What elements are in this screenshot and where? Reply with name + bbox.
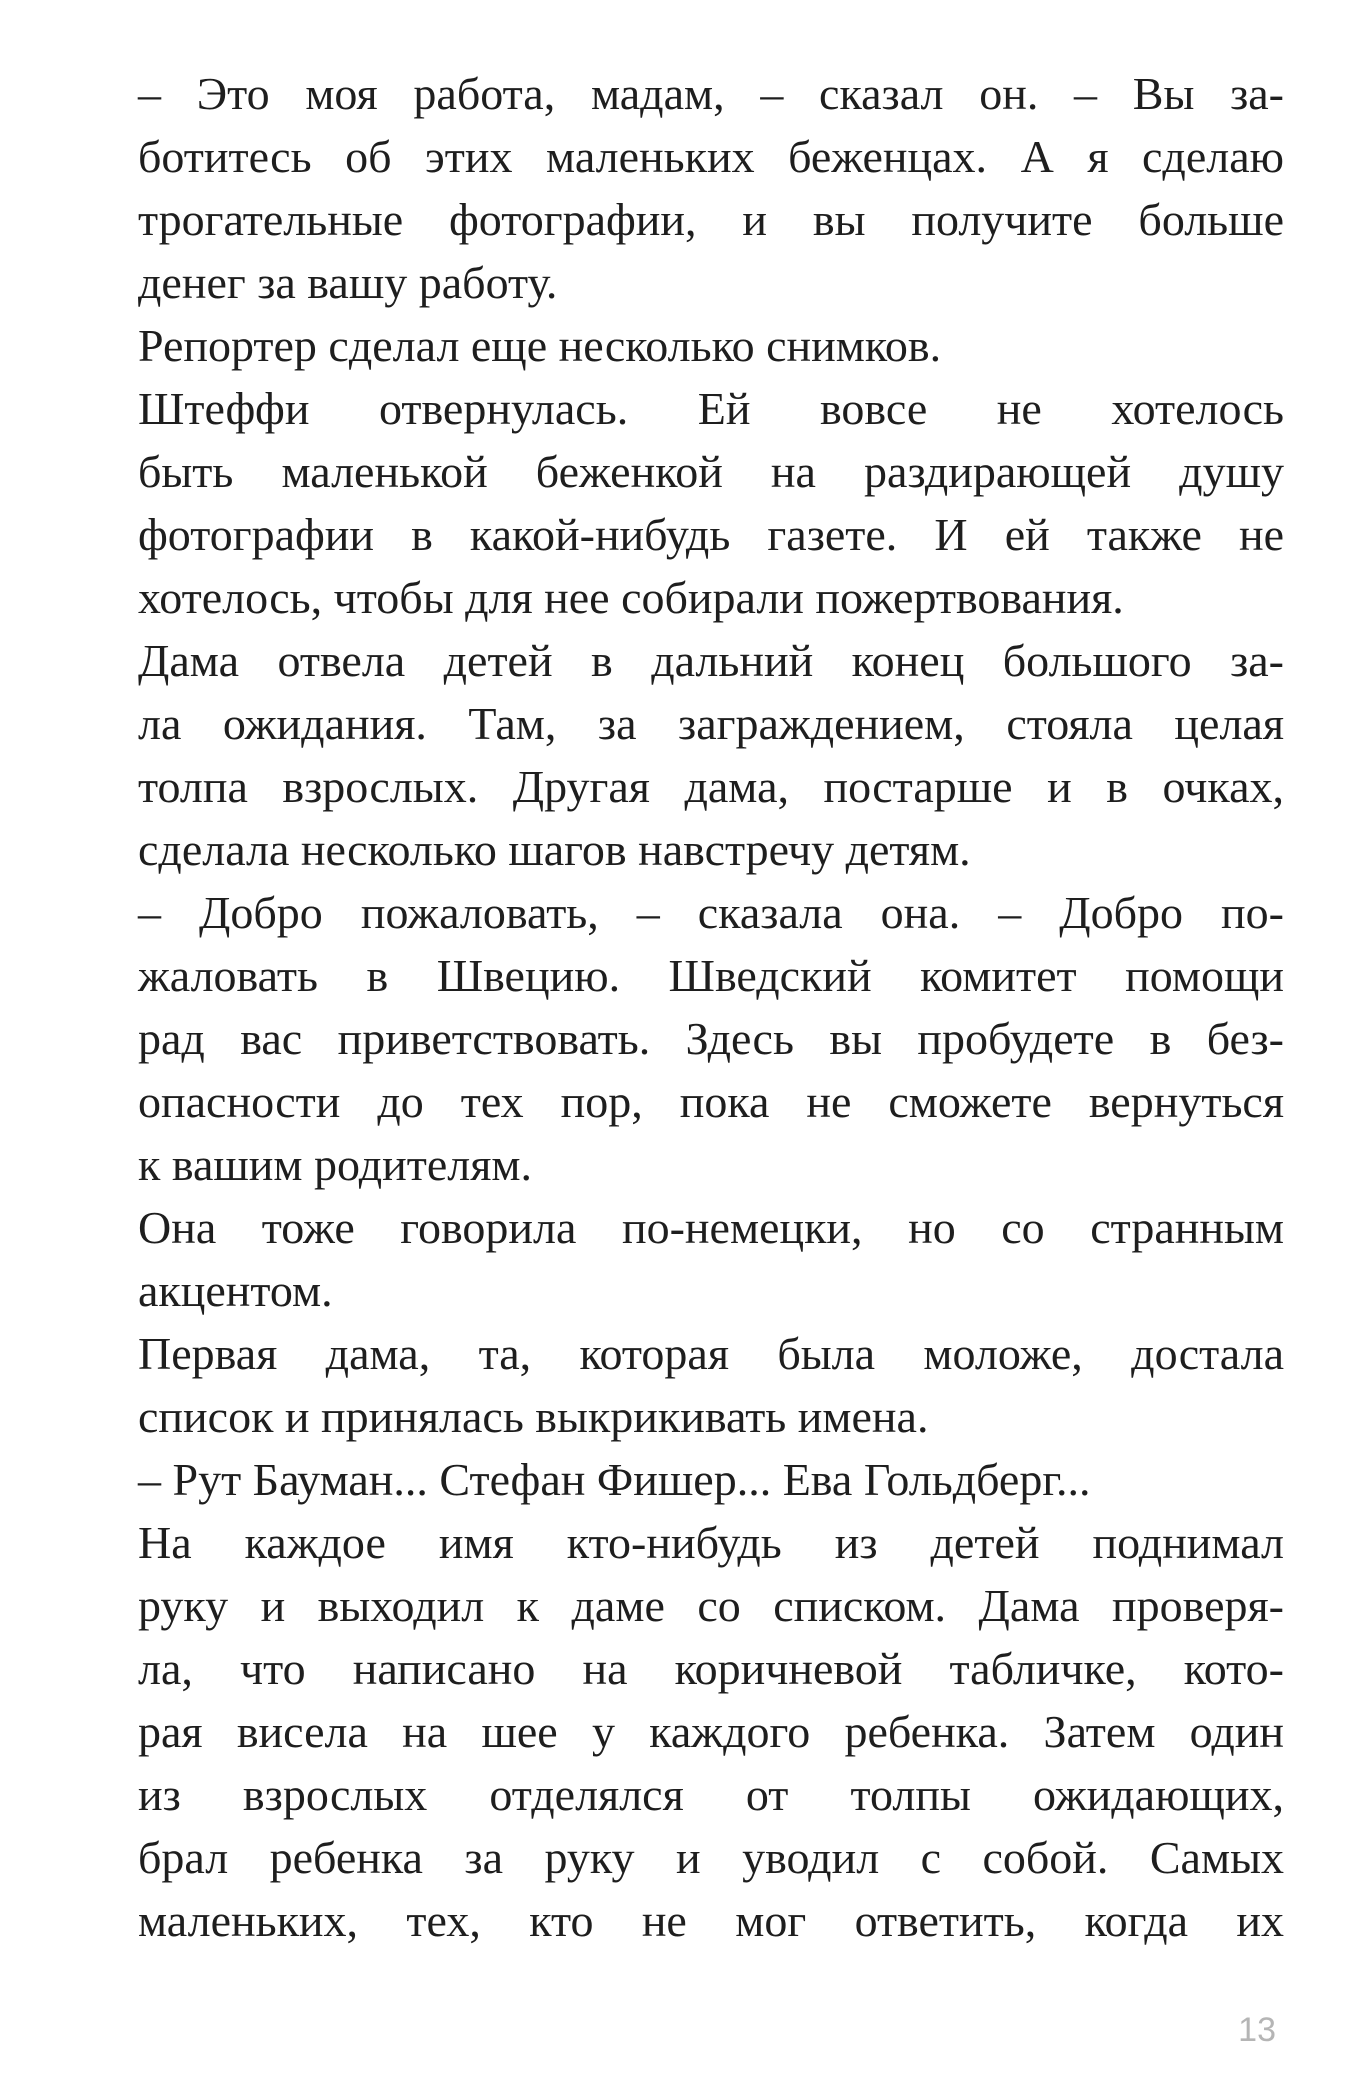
paragraph xyxy=(80,62,1284,314)
paragraph xyxy=(80,314,1284,377)
text-line: денег за вашу работу. xyxy=(138,257,558,308)
paragraph xyxy=(80,1448,1284,1511)
paragraph xyxy=(80,1196,1284,1322)
text-line: рад вас приветствовать. Здесь вы пробудете в без- xyxy=(138,1013,1284,1064)
text-line: Дама отвела детей в дальний конец большого за- xyxy=(138,635,1284,686)
text-line: опасности до тех пор, пока не сможете вернуться xyxy=(138,1076,1284,1127)
page-number: 13 xyxy=(1238,2011,1276,2049)
paragraph xyxy=(80,881,1284,1196)
text-line: рая висела на шее у каждого ребенка. Затем один xyxy=(138,1706,1284,1757)
text-line: список и принялась выкрикивать имена. xyxy=(138,1391,929,1442)
text-line: брал ребенка за руку и уводил с собой. Самых xyxy=(138,1832,1284,1883)
text-line: Штеффи отвернулась. Ей вовсе не хотелось xyxy=(138,383,1284,434)
paragraph xyxy=(80,377,1284,629)
text-line: Она тоже говорила по-немецки, но со странным xyxy=(138,1202,1284,1253)
text-line: хотелось, чтобы для нее собирали пожертвования. xyxy=(138,572,1124,623)
text-line: сделала несколько шагов навстречу детям. xyxy=(138,824,971,875)
paragraph xyxy=(80,1511,1284,1952)
text-line: акцентом. xyxy=(138,1265,333,1316)
text-line: руку и выходил к даме со списком. Дама проверя- xyxy=(138,1580,1284,1631)
text-line: ла, что написано на коричневой табличке, кото- xyxy=(138,1643,1284,1694)
text-line: – Рут Бауман... Стефан Фишер... Ева Гольдберг... xyxy=(138,1454,1091,1505)
text-line: ботитесь об этих маленьких беженцах. А я сделаю xyxy=(138,131,1284,182)
text-line: жаловать в Швецию. Шведский комитет помощи xyxy=(138,950,1284,1001)
text-line: трогательные фотографии, и вы получите больше xyxy=(138,194,1284,245)
book-page-text xyxy=(80,62,1284,1952)
text-line: ла ожидания. Там, за заграждением, стояла целая xyxy=(138,698,1284,749)
text-line: На каждое имя кто-нибудь из детей поднимал xyxy=(138,1517,1284,1568)
text-line: Первая дама, та, которая была моложе, достала xyxy=(138,1328,1284,1379)
text-line: толпа взрослых. Другая дама, постарше и в очках, xyxy=(138,761,1284,812)
paragraph xyxy=(80,1322,1284,1448)
text-line: быть маленькой беженкой на раздирающей душу xyxy=(138,446,1284,497)
text-line: фотографии в какой-нибудь газете. И ей также не xyxy=(138,509,1284,560)
text-line: маленьких, тех, кто не мог ответить, когда их xyxy=(138,1895,1284,1946)
text-line: Репортер сделал еще несколько снимков. xyxy=(138,320,942,371)
text-line: из взрослых отделялся от толпы ожидающих, xyxy=(138,1769,1284,1820)
paragraph xyxy=(80,629,1284,881)
text-line: к вашим родителям. xyxy=(138,1139,532,1190)
text-line: – Это моя работа, мадам, – сказал он. – Вы за- xyxy=(138,68,1284,119)
text-line: – Добро пожаловать, – сказала она. – Добро по- xyxy=(138,887,1284,938)
